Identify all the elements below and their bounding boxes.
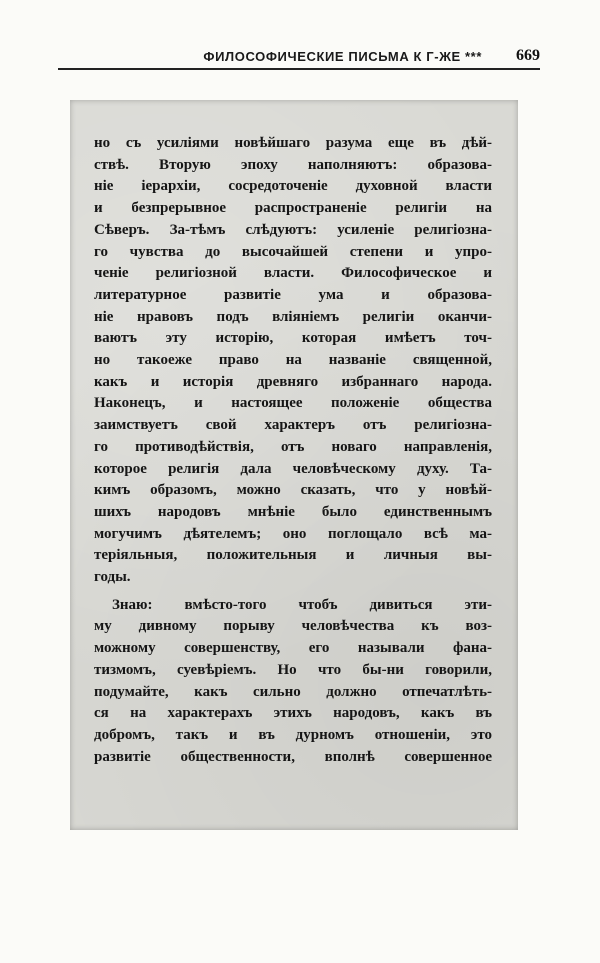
text-line: развитіе общественности, вполнѣ совершенное: [94, 748, 492, 765]
text-line: годы.: [94, 569, 131, 586]
text-line: какъ и исторія древняго избраннаго народа.: [94, 373, 492, 390]
text-line: ченіе религіозной власти. Философическое и: [94, 265, 492, 282]
text-line: кимъ образомъ, можно сказать, что у новѣй-: [94, 482, 492, 499]
text-line: но такоеже право на названіе священной,: [94, 352, 492, 369]
text-line: тизмомъ, суевѣріемъ. Но что бы-ни говорили,: [94, 661, 492, 678]
header-rule: [58, 68, 540, 70]
text-line: шихъ народовъ мнѣніе было единственнымъ: [94, 503, 492, 520]
text-line: литературное развитіе ума и образова-: [94, 286, 492, 303]
text-line: которое религія дала человѣческому духу. Та-: [94, 460, 492, 477]
body-text: [94, 133, 492, 768]
text-line: го чувства до высочайшей степени и упро-: [94, 243, 492, 260]
text-line: заимствуетъ свой характеръ отъ религіозна-: [94, 417, 492, 434]
running-header: [58, 40, 540, 70]
text-line: можному совершенству, его называли фана-: [94, 640, 492, 657]
text-line: ся на характерахъ этихъ народовъ, какъ въ: [94, 705, 492, 722]
text-line: ніе іерархіи, сосредоточеніе духовной власти: [94, 178, 492, 195]
text-line: Знаю: вмѣсто-того чтобъ дивиться эти-: [112, 596, 492, 613]
running-title: ФИЛОСОФИЧЕСКИЕ ПИСЬМА К Г-ЖЕ ***: [203, 49, 482, 64]
text-line: ствѣ. Вторую эпоху наполняютъ: образова-: [94, 156, 492, 173]
text-line: и безпрерывное распространеніе религіи на: [94, 200, 492, 217]
text-line: могучимъ дѣятелемъ; оно поглощало всѣ ма-: [94, 525, 492, 542]
page-number: 669: [516, 47, 540, 64]
scanned-text-block: [70, 100, 518, 830]
text-line: подумайте, какъ сильно должно отпечатлѣть-: [94, 683, 492, 700]
text-line: ніе нравовъ подъ вліяніемъ религіи оканчи-: [94, 308, 492, 325]
text-line: му дивному порыву человѣчества къ воз-: [94, 618, 492, 635]
text-line: Наконецъ, и настоящее положеніе общества: [94, 395, 492, 412]
text-line: ваютъ эту исторію, которая имѣетъ точ-: [94, 330, 492, 347]
text-line: Сѣверъ. За-тѣмъ слѣдуютъ: усиленіе религіозна-: [94, 221, 492, 238]
text-line: го противодѣйствія, отъ новаго направленія,: [94, 438, 492, 455]
text-line: но съ усиліями новѣйшаго разума еще въ дѣй-: [94, 135, 492, 151]
paragraph-2: [94, 595, 492, 769]
text-line: добромъ, такъ и въ дурномъ отношеніи, это: [94, 726, 492, 743]
paragraph-1: [94, 133, 492, 589]
text-line: теріяльныя, положительныя и личныя вы-: [94, 547, 492, 564]
